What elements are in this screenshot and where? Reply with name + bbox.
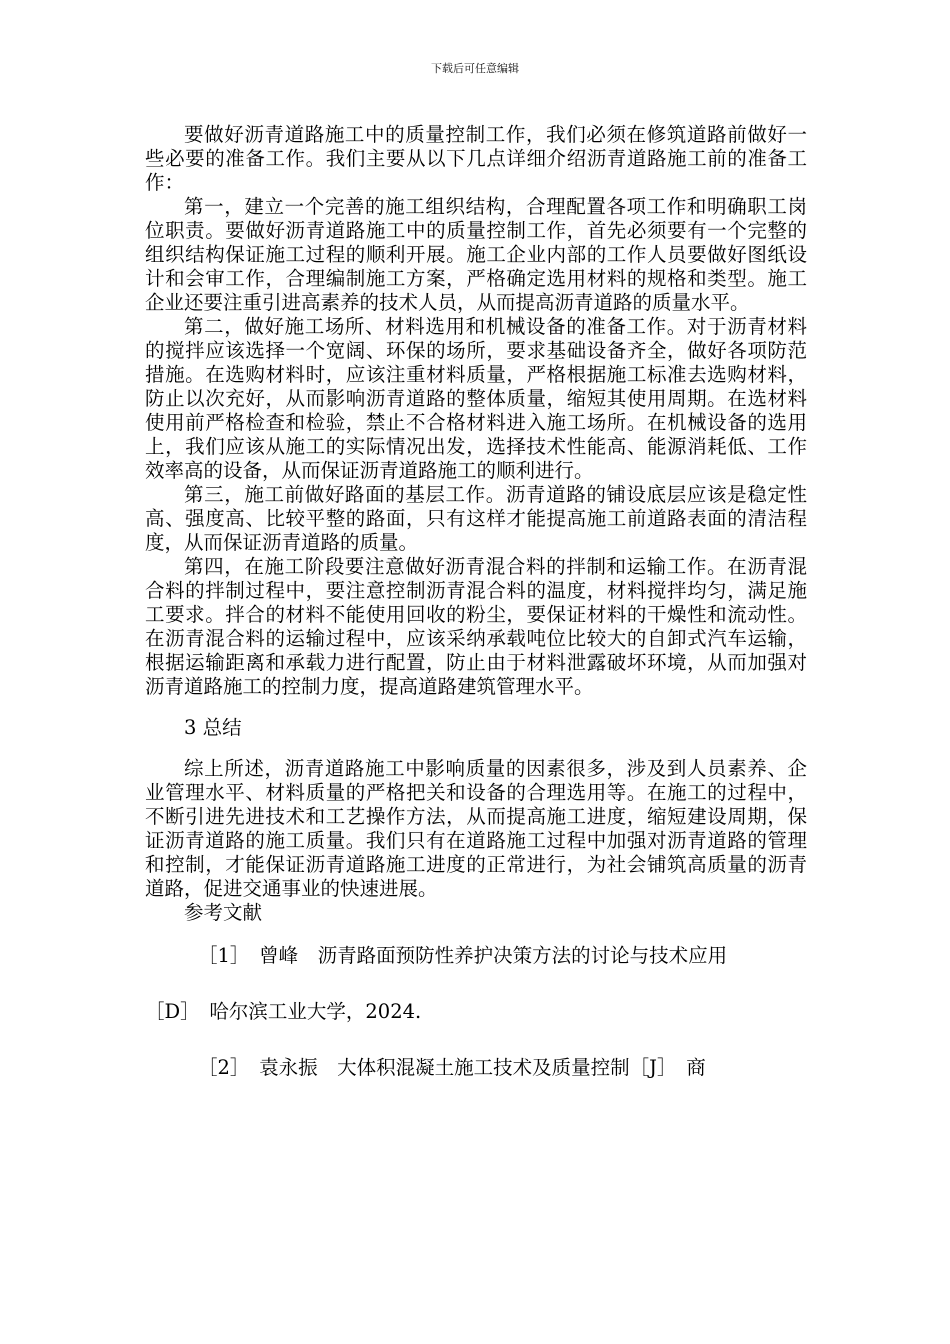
paragraph-second: 第二，做好施工场所、材料选用和机械设备的准备工作。对于沥青材料的搅拌应该选择一个宽阔、环保的场所，要求基础设备齐全，做好各项防范措施。在选购材料时，应该注重材料质量，严格根据施工标准去选购材料，防止以次充好，从而影响沥青道路的整体质量，缩短其使用周期。在选材料使用前严格检查和检验，禁止不合格材料进入施工场所。在机械设备的选用上，我们应该从施工的实际情况出发，选择技术性能高、能源消耗低、工作效率高的设备，从而保证沥青道路施工的顺利进行。 bbox=[145, 315, 807, 482]
paragraph-third: 第三，施工前做好路面的基层工作。沥青道路的铺设底层应该是稳定性高、强度高、比较平整的路面，只有这样才能提高施工前道路表面的清洁程度，从而保证沥青道路的质量。 bbox=[145, 483, 807, 554]
reference-1-line-2: ［D］ 哈尔滨工业大学，2024. bbox=[145, 1000, 422, 1023]
paragraph-first: 第一，建立一个完善的施工组织结构，合理配置各项工作和明确职工岗位职责。要做好沥青道路施工中的质量控制工作，首先必须要有一个完整的组织结构保证施工过程的顺利开展。施工企业内部的工作人员要做好图纸设计和会审工作，合理编制施工方案，严格确定选用材料的规格和类型。施工企业还要注重引进高素养的技术人员，从而提高沥青道路的质量水平。 bbox=[145, 195, 807, 314]
paragraph-intro: 要做好沥青道路施工中的质量控制工作，我们必须在修筑道路前做好一些必要的准备工作。我们主要从以下几点详细介绍沥青道路施工前的准备工作： bbox=[145, 123, 807, 194]
section-heading: 3 总结 bbox=[184, 716, 242, 739]
document-body bbox=[145, 123, 807, 1080]
page-header: 下载后可任意编辑 bbox=[431, 62, 519, 75]
reference-2-line-1: ［2］ 袁永振 大体积混凝土施工技术及质量控制［J］ 商 bbox=[198, 1056, 706, 1079]
references-title: 参考文献 bbox=[184, 901, 263, 924]
paragraph-summary: 综上所述，沥青道路施工中影响质量的因素很多，涉及到人员素养、企业管理水平、材料质量的严格把关和设备的合理选用等。在施工的过程中，不断引进先进技术和工艺操作方法，从而提高施工进度，缩短建设周期，保证沥青道路的施工质量。我们只有在道路施工过程中加强对沥青道路的管理和控制，才能保证沥青道路施工进度的正常进行，为社会铺筑高质量的沥青道路，促进交通事业的快速进展。 bbox=[145, 757, 807, 900]
paragraph-fourth: 第四，在施工阶段要注意做好沥青混合料的拌制和运输工作。在沥青混合料的拌制过程中，要注意控制沥青混合料的温度，材料搅拌均匀，满足施工要求。拌合的材料不能使用回收的粉尘，要保证材料的干燥性和流动性。在沥青混合料的运输过程中，应该采纳承载吨位比较大的自卸式汽车运输，根据运输距离和承载力进行配置，防止由于材料泄露破坏环境，从而加强对沥青道路施工的控制力度，提高道路建筑管理水平。 bbox=[145, 555, 807, 698]
reference-1-line-1: ［1］ 曾峰 沥青路面预防性养护决策方法的讨论与技术应用 bbox=[198, 944, 728, 967]
